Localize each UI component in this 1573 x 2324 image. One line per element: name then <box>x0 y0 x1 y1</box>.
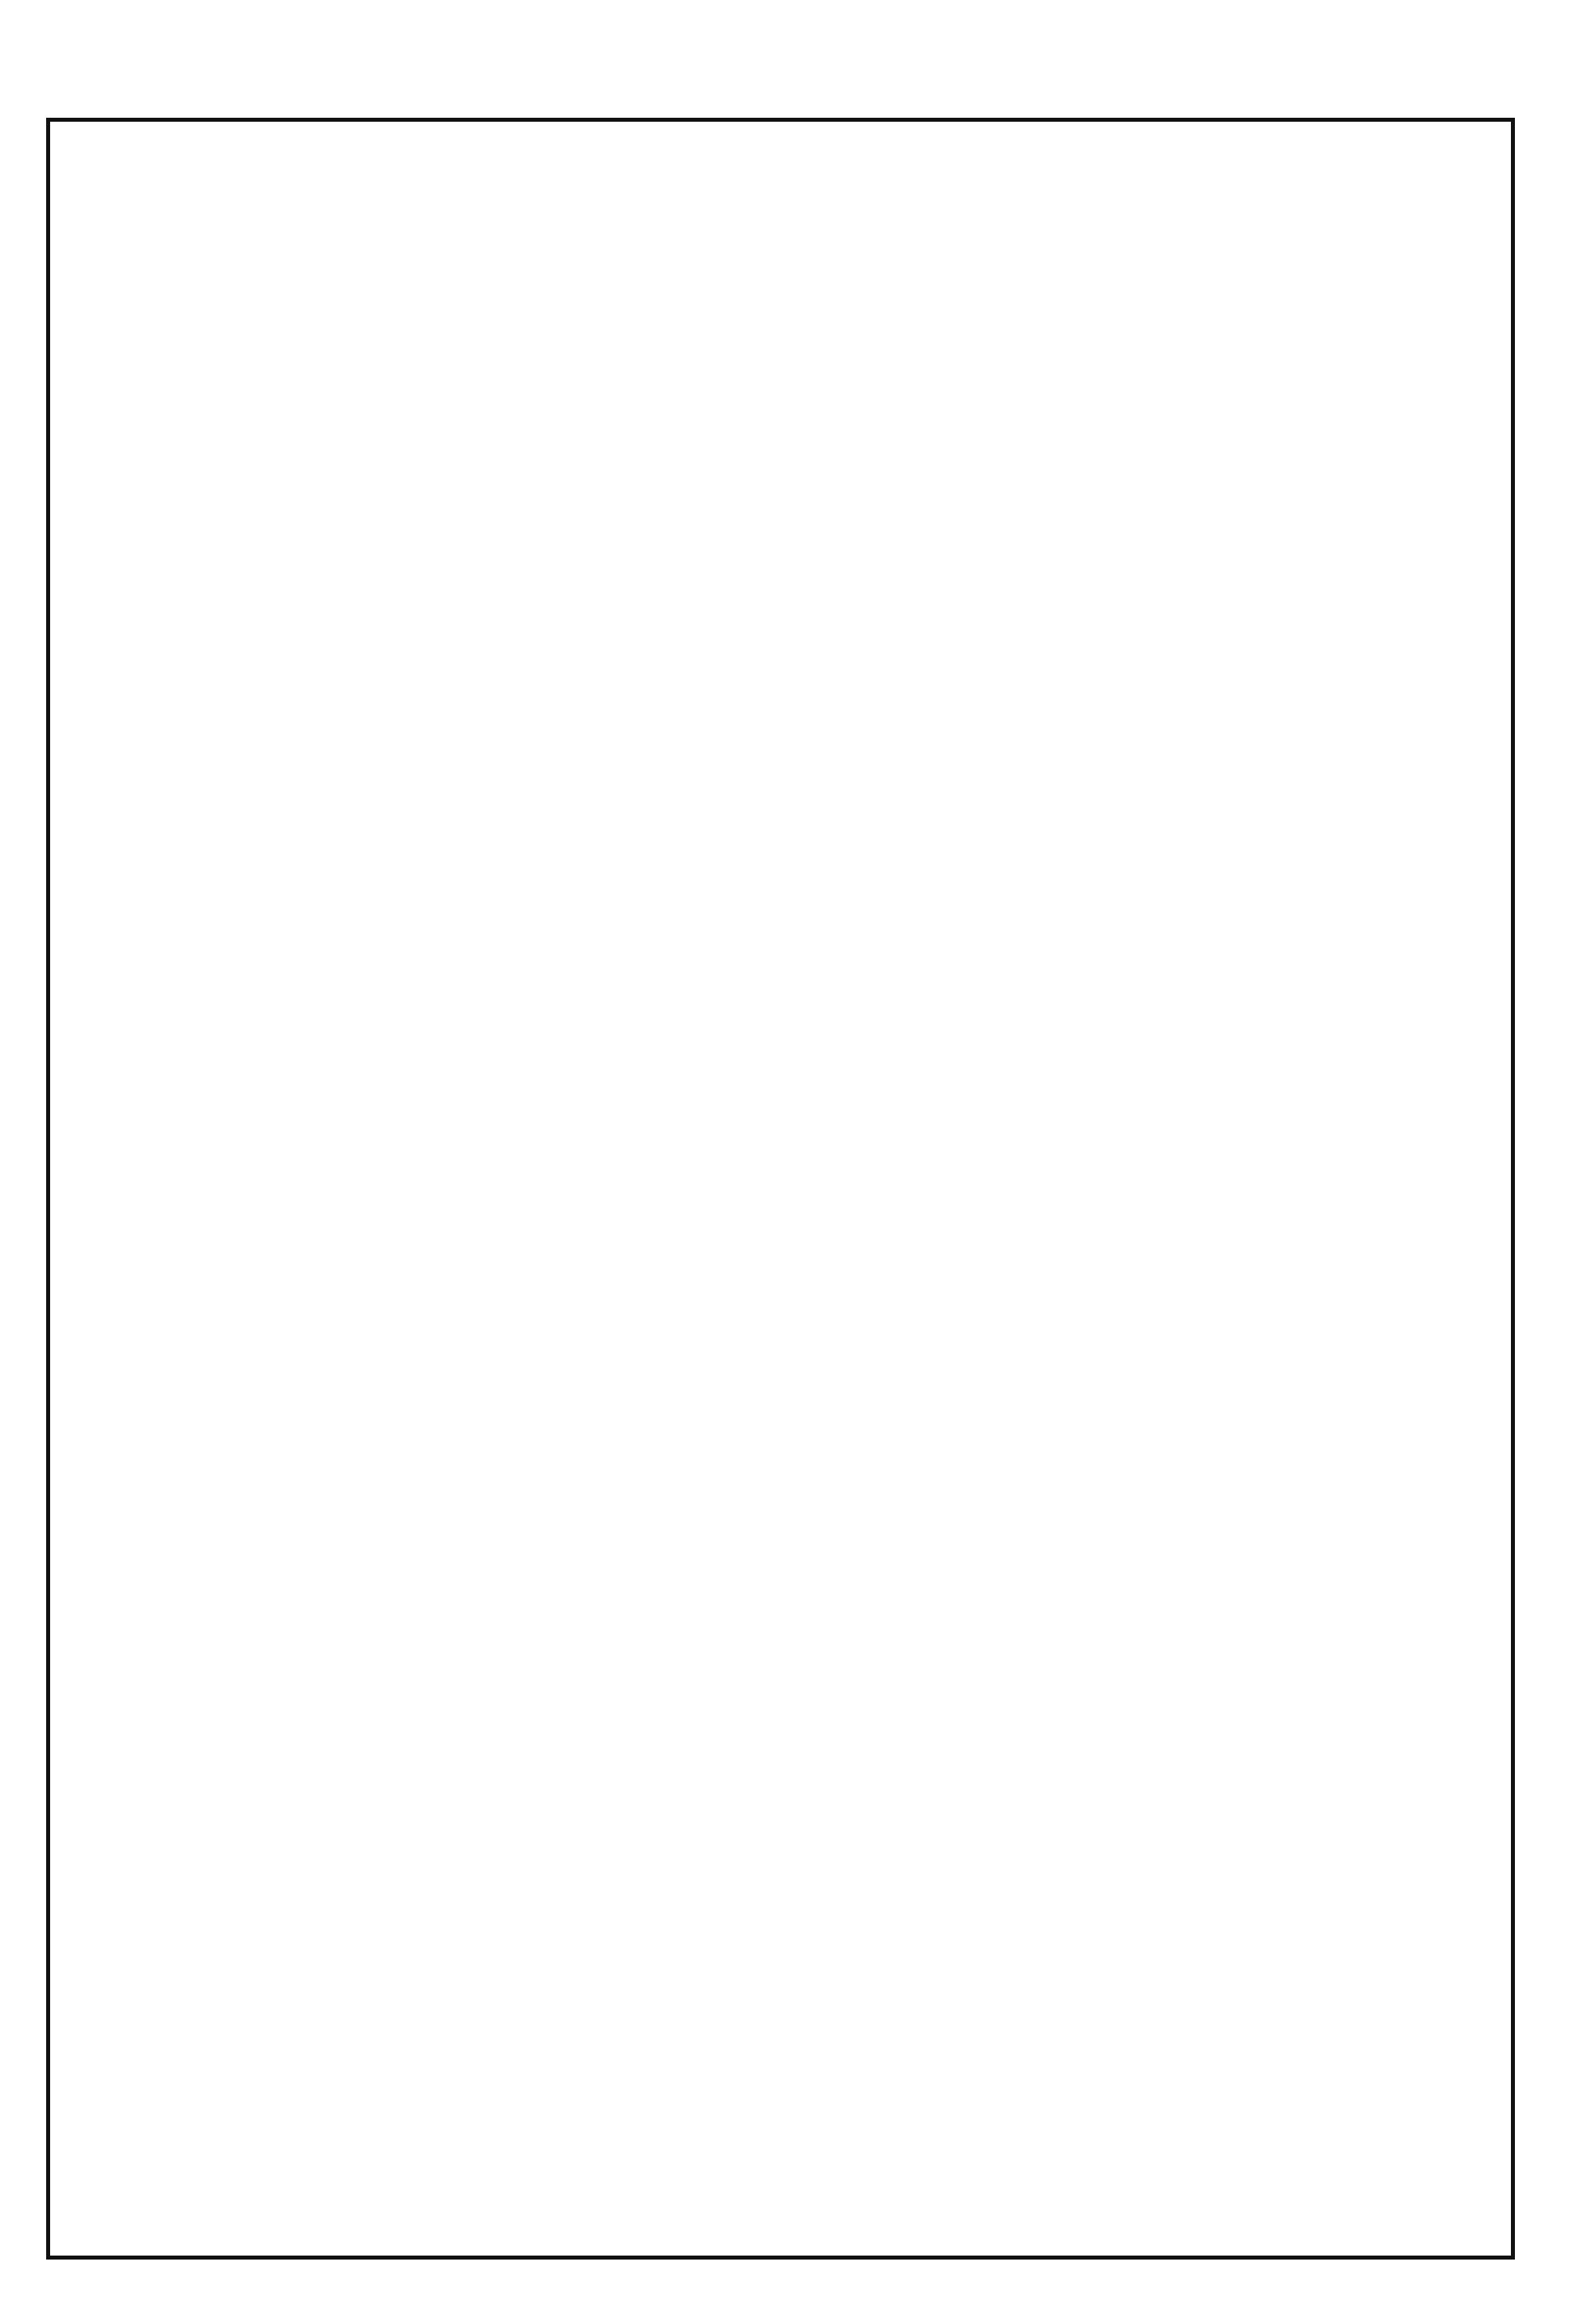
table-frame <box>46 118 1515 2260</box>
